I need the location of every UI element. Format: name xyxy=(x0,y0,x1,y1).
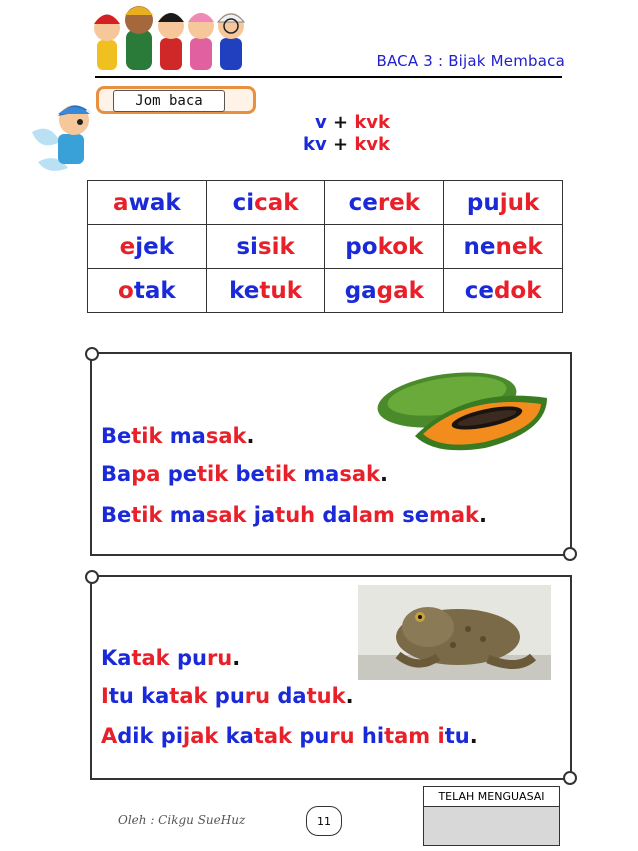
table-row xyxy=(88,181,563,225)
syllable: ke xyxy=(229,277,260,304)
syllable: ne xyxy=(463,233,496,260)
syllable: tak xyxy=(133,277,176,304)
papaya-line-1 xyxy=(101,424,254,448)
syllable: kvk xyxy=(354,112,390,133)
syllable: pu xyxy=(466,189,500,216)
syllable: pi xyxy=(160,724,184,748)
syllable: . xyxy=(345,684,354,708)
syllable xyxy=(207,684,214,708)
syllable: sik xyxy=(257,233,295,260)
syllable: + xyxy=(326,134,355,155)
syllable: tuk xyxy=(259,277,303,304)
syllable xyxy=(170,646,177,670)
syllable: dik xyxy=(117,724,154,748)
syllable-formula xyxy=(270,112,390,156)
syllable: A xyxy=(101,724,118,748)
toad-image xyxy=(358,585,551,680)
syllable: cak xyxy=(254,189,299,216)
syllable: Be xyxy=(101,503,132,527)
syllable: a xyxy=(113,189,129,216)
syllable: pu xyxy=(214,684,245,708)
jom-baca-label: Jom baca xyxy=(113,90,225,112)
syllable: . xyxy=(469,724,478,748)
formula-line-2 xyxy=(270,134,390,156)
syllable: ce xyxy=(464,277,494,304)
syllable: . xyxy=(232,646,241,670)
syllable xyxy=(218,724,225,748)
syllable: po xyxy=(345,233,378,260)
syllable: sak xyxy=(205,503,247,527)
papaya-line-2 xyxy=(101,462,388,486)
syllable: tuk xyxy=(306,684,346,708)
syllable: tam xyxy=(384,724,431,748)
syllable: ka xyxy=(141,684,170,708)
syllable: ru xyxy=(244,684,271,708)
syllable: ru xyxy=(329,724,355,748)
word-table xyxy=(87,180,563,313)
side-character-illustration xyxy=(30,92,102,176)
footer-author: Oleh : Cikgu SueHuz xyxy=(118,813,246,827)
syllable: pu xyxy=(299,724,330,748)
syllable: Be xyxy=(101,424,132,448)
syllable: rek xyxy=(377,189,421,216)
syllable: sak xyxy=(205,424,247,448)
syllable: dok xyxy=(493,277,542,304)
syllable: tak xyxy=(131,646,170,670)
toad-line-2 xyxy=(101,684,354,708)
syllable: hi xyxy=(361,724,385,748)
syllable: ga xyxy=(344,277,377,304)
mastered-label: TELAH MENGUASAI xyxy=(423,786,560,806)
word-cell xyxy=(88,269,207,313)
syllable: lam xyxy=(351,503,395,527)
syllable: pe xyxy=(167,462,197,486)
syllable: tak xyxy=(253,724,292,748)
syllable: nek xyxy=(495,233,543,260)
syllable: . xyxy=(246,424,255,448)
syllable: tik xyxy=(131,503,163,527)
syllable: si xyxy=(236,233,258,260)
toad-line-3 xyxy=(101,724,478,748)
word-cell xyxy=(206,181,325,225)
syllable: ci xyxy=(232,189,255,216)
syllable: kvk xyxy=(354,134,390,155)
syllable: tik xyxy=(264,462,296,486)
word-cell xyxy=(206,225,325,269)
syllable: jek xyxy=(135,233,175,260)
word-cell xyxy=(88,225,207,269)
syllable: tu xyxy=(444,724,470,748)
syllable: ce xyxy=(348,189,378,216)
syllable: ma xyxy=(169,503,206,527)
syllable xyxy=(153,724,160,748)
syllable: jak xyxy=(183,724,219,748)
syllable xyxy=(246,503,253,527)
syllable: sak xyxy=(339,462,380,486)
papaya-line-3 xyxy=(101,503,487,527)
syllable: tak xyxy=(169,684,208,708)
word-cell xyxy=(88,181,207,225)
syllable: ma xyxy=(303,462,340,486)
syllable: kv xyxy=(302,134,327,155)
syllable: da xyxy=(277,684,307,708)
syllable xyxy=(228,462,235,486)
syllable xyxy=(355,724,362,748)
page-number: 11 xyxy=(306,806,342,836)
word-cell xyxy=(444,269,563,313)
word-cell xyxy=(444,181,563,225)
table-row xyxy=(88,269,563,313)
word-cell xyxy=(325,269,444,313)
word-cell xyxy=(206,269,325,313)
mastered-checkbox-area[interactable] xyxy=(423,806,560,846)
syllable: mak xyxy=(428,503,479,527)
syllable: juk xyxy=(499,189,540,216)
papaya-image xyxy=(375,366,550,456)
syllable: ka xyxy=(225,724,254,748)
syllable: se xyxy=(402,503,429,527)
syllable: wak xyxy=(128,189,181,216)
formula-line-1 xyxy=(270,112,390,134)
syllable: + xyxy=(326,112,355,133)
syllable: ma xyxy=(169,424,206,448)
syllable xyxy=(160,462,167,486)
syllable: tu xyxy=(108,684,134,708)
syllable xyxy=(162,424,169,448)
word-cell xyxy=(325,225,444,269)
syllable: ru xyxy=(206,646,233,670)
syllable: e xyxy=(119,233,136,260)
syllable: gak xyxy=(376,277,424,304)
syllable: kok xyxy=(377,233,424,260)
header-divider xyxy=(95,76,562,78)
toad-line-1 xyxy=(101,646,240,670)
syllable: i xyxy=(437,724,445,748)
syllable: tik xyxy=(131,424,163,448)
syllable: tik xyxy=(196,462,229,486)
syllable: da xyxy=(322,503,352,527)
header-title: BACA 3 : Bijak Membaca xyxy=(376,52,565,70)
syllable: ja xyxy=(253,503,276,527)
syllable: . xyxy=(478,503,487,527)
syllable: be xyxy=(235,462,265,486)
syllable: I xyxy=(101,684,109,708)
cartoon-characters-illustration xyxy=(92,0,272,76)
syllable: Ba xyxy=(101,462,132,486)
word-cell xyxy=(444,225,563,269)
syllable: Ka xyxy=(101,646,132,670)
table-row xyxy=(88,225,563,269)
syllable: pa xyxy=(131,462,161,486)
syllable: o xyxy=(118,277,134,304)
syllable: . xyxy=(380,462,388,486)
syllable: v xyxy=(314,112,327,133)
syllable: tuh xyxy=(275,503,316,527)
syllable: pu xyxy=(176,646,207,670)
syllable xyxy=(162,503,169,527)
word-cell xyxy=(325,181,444,225)
